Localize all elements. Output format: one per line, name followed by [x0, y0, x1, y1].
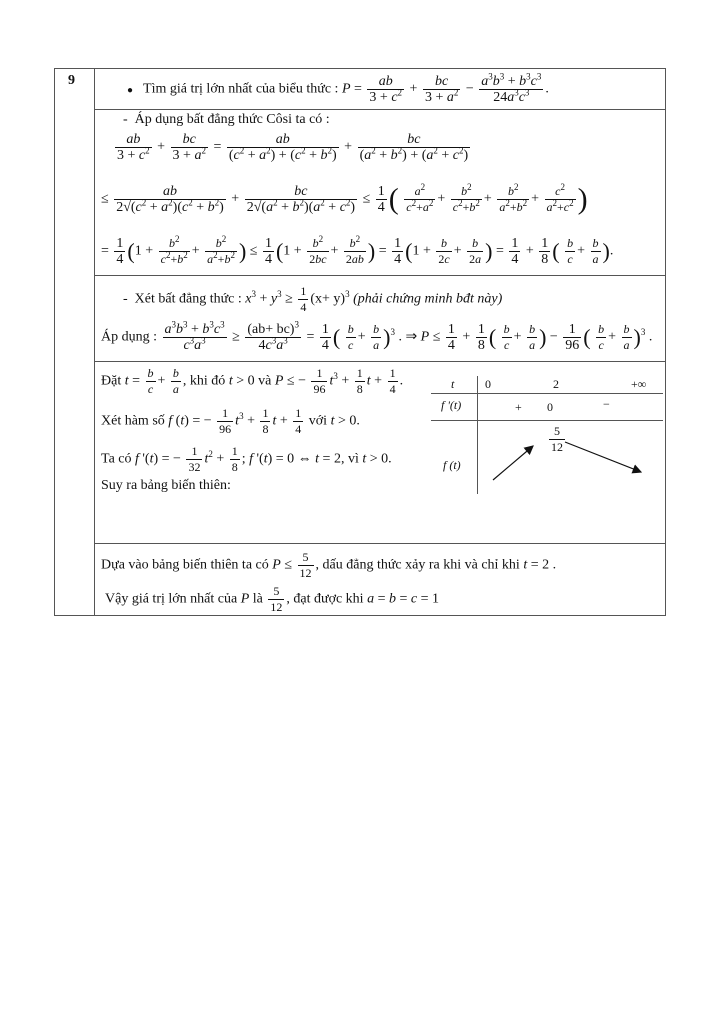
- step2-line: - Xét bất đẳng thức : $x^3 + y^3$ ≥ $\frac{1}{4}$ $(x+ y)^3$ (phải chứng minh bđt này): [123, 284, 503, 314]
- vt-fp-label: f '(t): [441, 398, 462, 412]
- function-row: [95, 362, 665, 544]
- vt-sign-plus: +: [515, 400, 522, 414]
- conclusion-line-1: Dựa vào bảng biến thiên ta có P ≤ $\frac{5}{12}$ , dấu đẳng thức xảy ra khi và chỉ khi t = 2 .: [101, 550, 557, 580]
- variation-arrows: [431, 376, 663, 494]
- vt-sign-minus: −: [603, 397, 610, 411]
- subst-label: Đặt: [101, 373, 122, 389]
- subst-line: Đặt t = $\frac{b}{c}$ + $\frac{b}{a}$ , khi đó t > 0 và P ≤ − $\frac{1}{96}$ $t^3$ + $\frac{1}{8}$ t + $\frac{1}{4}$ .: [101, 366, 404, 396]
- conclusion-row: [95, 544, 665, 617]
- inequality-row: [95, 276, 665, 362]
- vt-tinf: +∞: [631, 377, 647, 391]
- step2-label: Xét bất đẳng thức :: [134, 291, 242, 307]
- eq1-line: $\frac{ab}{3 + c^2}$ + $\frac{bc}{3 + a^2}$ = $\frac{ab}{(c^2 + a^2) + (c^2 + b^2)}$ + $\frac{bc}{(a^2 + b^2) + (a^2 + c^2)}$: [117, 132, 469, 163]
- conclusion-line-2: Vậy giá trị lớn nhất của P là $\frac{5}{12}$ , đạt được khi a = b = c = 1: [105, 584, 440, 614]
- deriv-line: Ta có f '(t) = − $\frac{1}{32}$ $t^2$ + $\frac{1}{8}$ ; f '(t) = 0 ⇔ t = 2, vì t > 0.: [101, 444, 392, 474]
- conclusion1-a: Dựa vào bảng biến thiên ta có: [101, 557, 269, 573]
- vt-t-label: t: [451, 377, 455, 391]
- problem-number-cell: [55, 69, 95, 615]
- table-conclusion: Suy ra bảng biến thiên:: [101, 478, 231, 493]
- subst-and: và: [258, 373, 272, 389]
- step2-note: (phải chứng minh bđt này): [353, 291, 503, 307]
- subst-mid: , khi đó: [182, 373, 226, 389]
- vt-t2: 2: [553, 377, 559, 391]
- vt-f-label: f (t): [443, 458, 461, 472]
- step3-line: Áp dụng : $\frac{a^3b^3 + b^3c^3}{c^3a^3}$ ≥ $\frac{(ab+ bc)^3}{4c^3a^3}$ = $\frac{1}{4}$ ( $\frac{b}{c}$ + $\frac{b}{a}$ )$^3$ . ⇒ P ≤ $\frac{1}{4}$ + $\frac{1}{8}$ ( $\frac{b}{c}$ + $\frac{b}{a}$ ) − $\frac{1}{96}$ ( $\frac{b}{c}$ + $\frac{b}{a}$ )$^3$ .: [101, 319, 653, 353]
- task-line: ● Tìm giá trị lớn nhất của biểu thức : P = $\frac{ab}{3 + c^2}$ + $\frac{bc}{3 + a^2}$ − $\frac{a^3b^3 + b^3c^3}{24a^3c^3}$ .: [127, 71, 549, 105]
- deriv-cond: , vì: [340, 451, 359, 467]
- func-label: Xét hàm số: [101, 413, 165, 429]
- func-line: Xét hàm số f (t) = − $\frac{1}{96}$ $t^3$ + $\frac{1}{8}$ t + $\frac{1}{4}$ với t > 0.: [101, 406, 360, 436]
- conclusion2-c: , đạt được khi: [286, 591, 364, 607]
- eq2-line: ≤ $\frac{ab}{2√(c^2 + a^2)(c^2 + b^2)}$ + $\frac{bc}{2√(a^2 + b^2)(a^2 + c^2)}$ ≤ $\frac{1}{4}$ ( $\frac{a^2}{c^2+a^2}$ + $\frac{b^2}{c^2+b^2}$ + $\frac{b^2}{a^2+b^2}$ + $\frac{c^2}{a^2+c^2}$ ): [101, 182, 588, 216]
- step3-label: Áp dụng :: [101, 329, 157, 345]
- vt-max-num: 5: [554, 424, 560, 438]
- eq3-line: = $\frac{1}{4}$ (1 + $\frac{b^2}{c^2+b^2}$ + $\frac{b^2}{a^2+b^2}$ ) ≤ $\frac{1}{4}$ (1 + $\frac{b^2}{2bc}$ + $\frac{b^2}{2ab}$ ) = $\frac{1}{4}$ (1 + $\frac{b}{2c}$ + $\frac{b}{2a}$ ) = $\frac{1}{4}$ + $\frac{1}{8}$ ( $\frac{b}{c}$ + $\frac{b}{a}$ ).: [101, 234, 614, 267]
- func-cond: với: [308, 413, 328, 429]
- vt-sign-zero: 0: [547, 400, 553, 414]
- vt-max-den: 12: [551, 440, 563, 454]
- task-row: [95, 69, 665, 110]
- decreasing-arrow: [565, 442, 641, 472]
- vt-t0: 0: [485, 377, 491, 391]
- deriv-label: Ta có: [101, 451, 132, 467]
- am-gm-row: [95, 110, 665, 276]
- conclusion2-a: Vậy giá trị lớn nhất của: [105, 591, 238, 607]
- problem-number: 9: [68, 73, 75, 88]
- solution-table: [54, 68, 666, 616]
- step1-label: Áp dụng bất đẳng thức Côsi ta có :: [134, 112, 330, 127]
- task-text: Tìm giá trị lớn nhất của biểu thức :: [143, 81, 339, 97]
- step1-line: - Áp dụng bất đẳng thức Côsi ta có :: [123, 112, 330, 127]
- conclusion2-b: là: [252, 591, 263, 607]
- variation-table: [431, 376, 663, 494]
- increasing-arrow: [493, 446, 533, 480]
- conclusion1-b: , dấu đẳng thức xảy ra khi và chỉ khi: [315, 557, 520, 573]
